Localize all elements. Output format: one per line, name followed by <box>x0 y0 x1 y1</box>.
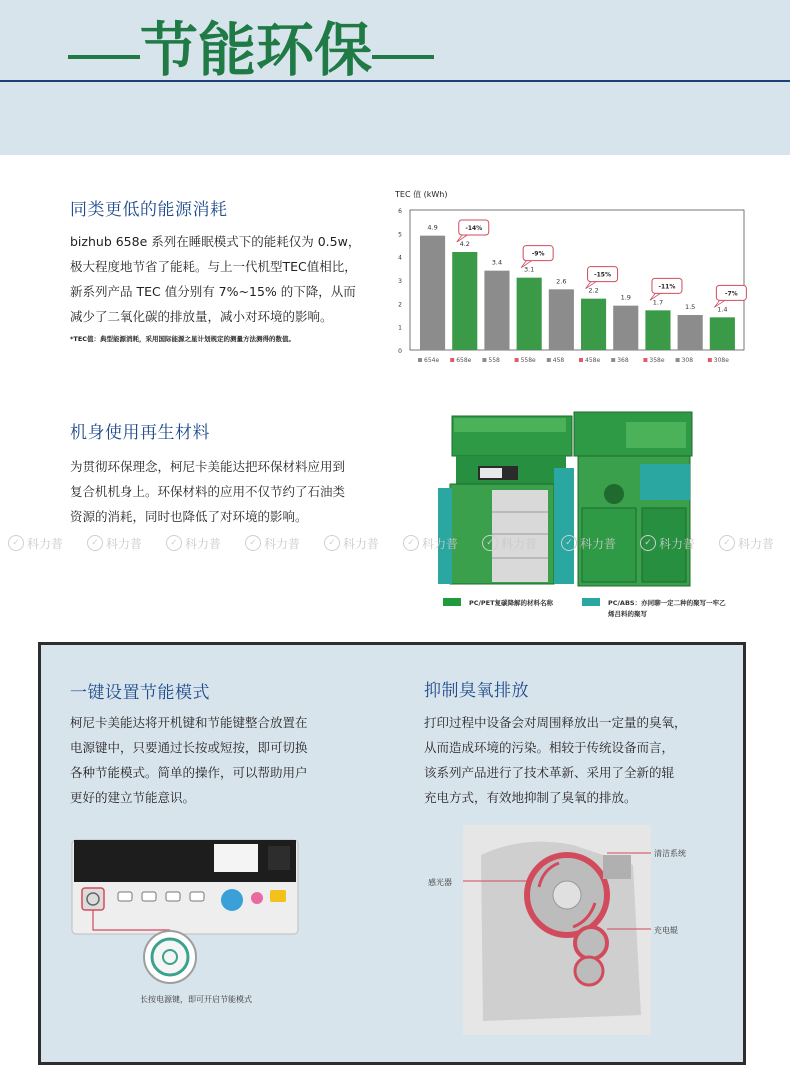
legend-swatch <box>582 598 600 606</box>
x-legend-swatch <box>611 358 615 362</box>
y-tick-label: 1 <box>398 324 402 332</box>
label-charge-roller: 充电辊 <box>654 926 678 935</box>
drum-cross-section-illustration <box>463 825 651 1035</box>
title-bar-right <box>372 55 434 59</box>
annotation-label: -7% <box>725 290 738 298</box>
x-tick-label: 654e <box>424 357 440 364</box>
bar-308 <box>678 315 703 350</box>
y-tick-label: 5 <box>398 231 402 239</box>
bar-458e <box>581 299 606 350</box>
bar-658e <box>452 252 477 350</box>
page-title: 节能环保 <box>140 16 373 84</box>
watermark-logo-icon: ✓ <box>482 535 498 551</box>
y-tick-label: 4 <box>398 254 402 262</box>
text-line: 复合机机身上。环保材料的应用不仅节约了石油类 <box>70 484 346 499</box>
watermark-text: 科力普 <box>106 536 143 551</box>
tec-footnote: *TEC值：典型能源消耗，采用国际能源之星计划规定的测量方法测得的数值。 <box>70 335 296 343</box>
bar-558e <box>517 278 542 350</box>
text-line: 各种节能模式。简单的操作，可以帮助用户 <box>70 765 308 780</box>
tec-bar-chart <box>394 185 754 375</box>
x-tick-label: 368 <box>617 357 629 364</box>
watermark-logo-icon: ✓ <box>8 535 24 551</box>
section-energy-text <box>70 229 360 329</box>
text-line: 更好的建立节能意识。 <box>70 790 196 805</box>
annotation-label: -11% <box>658 283 676 291</box>
bar-358e <box>645 310 670 350</box>
watermark-logo-icon: ✓ <box>324 535 340 551</box>
legend-swatch <box>443 598 461 606</box>
y-tick-label: 2 <box>398 301 402 309</box>
label-photoconductor: 感光器 <box>428 878 452 887</box>
bar-value-label: 4.2 <box>459 240 470 248</box>
copier-machines-illustration <box>432 408 744 592</box>
bar-value-label: 1.4 <box>717 305 728 314</box>
section-recycle-text <box>70 454 345 529</box>
watermark-logo-icon: ✓ <box>561 535 577 551</box>
watermark <box>8 531 63 555</box>
x-legend-swatch <box>579 358 583 362</box>
watermark-logo-icon: ✓ <box>640 535 656 551</box>
section-ozone-text <box>424 710 687 810</box>
bar-value-label: 3.1 <box>523 265 535 274</box>
text-line: 柯尼卡美能达将开机键和节能键整合放置在 <box>70 715 308 730</box>
watermark <box>719 531 774 555</box>
x-legend-swatch <box>643 358 647 362</box>
y-tick-label: 0 <box>398 348 402 355</box>
power-button-caption: 长按电源键，即可开启节能模式 <box>140 995 252 1004</box>
x-legend-swatch <box>482 358 486 362</box>
text-line: 为贯彻环保理念，柯尼卡美能达把环保材料应用到 <box>70 459 346 474</box>
text-line: 资源的消耗，同时也降低了对环境的影响。 <box>70 509 308 524</box>
watermark <box>561 531 616 555</box>
control-panel-illustration <box>70 826 300 934</box>
text-line: bizhub 658e 系列在睡眠模式下的能耗仅为 0.5w， <box>70 234 361 249</box>
x-tick-label: 558e <box>520 357 536 364</box>
x-tick-label: 458 <box>552 357 565 364</box>
title-bar-left <box>68 55 140 59</box>
chart-title: TEC 值 (kWh) <box>395 190 448 199</box>
annotation-label: -9% <box>531 250 545 258</box>
watermark-text: 科力普 <box>185 536 222 551</box>
bar-308e <box>710 317 735 350</box>
y-tick-label: 6 <box>398 208 402 215</box>
text-line: 打印过程中设备会对周围释放出一定量的臭氧， <box>424 715 687 730</box>
label-cleaning-system: 清洁系统 <box>654 849 686 858</box>
watermark-text: 科力普 <box>659 536 696 551</box>
watermark <box>87 531 142 555</box>
bar-value-label: 1.7 <box>652 298 664 307</box>
watermark-logo-icon: ✓ <box>87 535 103 551</box>
annotation-label: -14% <box>465 225 483 232</box>
section-onekey-heading: 一键设置节能模式 <box>70 683 210 703</box>
watermark-text: 科力普 <box>501 536 538 551</box>
watermark-row <box>0 531 790 555</box>
watermark-text: 科力普 <box>580 536 617 551</box>
watermark <box>482 531 537 555</box>
watermark-logo-icon: ✓ <box>719 535 735 551</box>
text-line: 新系列产品 TEC 值分别有 7%~15% 的下降，从而 <box>70 284 356 299</box>
material-legend-pcpet <box>443 598 553 607</box>
bar-654e <box>420 236 445 350</box>
bar-value-label: 2.6 <box>556 277 567 286</box>
text-line: 该系列产品进行了技术革新、采用了全新的辊 <box>424 765 675 780</box>
watermark <box>166 531 221 555</box>
x-legend-swatch <box>418 358 422 362</box>
bar-558 <box>484 271 509 350</box>
x-legend-swatch <box>708 358 712 362</box>
bar-value-label: 3.4 <box>491 258 503 267</box>
watermark <box>640 531 695 555</box>
x-tick-label: 358e <box>649 357 665 364</box>
bar-value-label: 1.5 <box>684 303 696 311</box>
watermark-text: 科力普 <box>738 536 775 551</box>
bar-value-label: 4.9 <box>427 223 438 232</box>
legend-label: PC/PET复碳降解的材料名称 <box>469 599 554 607</box>
text-line: 极大程度地节省了能耗。与上一代机型TEC值相比， <box>70 259 357 274</box>
watermark-text: 科力普 <box>264 536 301 551</box>
x-legend-swatch <box>676 358 680 362</box>
section-recycle-heading: 机身使用再生材料 <box>70 423 210 443</box>
watermark-text: 科力普 <box>27 536 64 551</box>
watermark-logo-icon: ✓ <box>166 535 182 551</box>
section-onekey-text <box>70 710 308 810</box>
x-tick-label: 658e <box>456 357 472 364</box>
header-rule <box>0 80 790 82</box>
x-tick-label: 558 <box>488 357 500 364</box>
watermark-logo-icon: ✓ <box>245 535 261 551</box>
bar-value-label: 1.9 <box>620 293 631 302</box>
bar-368 <box>613 306 638 350</box>
watermark-logo-icon: ✓ <box>403 535 419 551</box>
watermark-text: 科力普 <box>343 536 380 551</box>
watermark <box>403 531 458 555</box>
text-line: 减少了二氧化碳的排放量，减小对环境的影响。 <box>70 309 333 324</box>
legend-label: PC/ABS：亦同聊一定二种的聚写一牢乙烯吕料的聚写 <box>608 599 726 618</box>
x-legend-swatch <box>547 358 551 362</box>
x-tick-label: 308e <box>713 357 729 364</box>
page-header <box>0 0 790 155</box>
bar-value-label: 2.2 <box>588 286 599 295</box>
text-line: 电源键中，只要通过长按或短按，即可切换 <box>70 740 308 755</box>
x-tick-label: 308 <box>681 357 694 364</box>
watermark-text: 科力普 <box>422 536 459 551</box>
y-tick-label: 3 <box>398 278 402 285</box>
text-line: 充电方式，有效地抑制了臭氧的排放。 <box>424 790 637 805</box>
x-legend-swatch <box>515 358 519 362</box>
bar-458 <box>549 289 574 350</box>
material-legend-pcabs <box>582 598 732 620</box>
section-energy-heading: 同类更低的能源消耗 <box>70 200 228 220</box>
watermark <box>245 531 300 555</box>
annotation-label: -15% <box>594 271 611 279</box>
section-ozone-heading: 抑制臭氧排放 <box>424 681 529 701</box>
x-legend-swatch <box>450 358 454 362</box>
watermark <box>324 531 379 555</box>
text-line: 从而造成环境的污染。相较于传统设备而言， <box>424 740 675 755</box>
x-tick-label: 458e <box>585 357 601 364</box>
